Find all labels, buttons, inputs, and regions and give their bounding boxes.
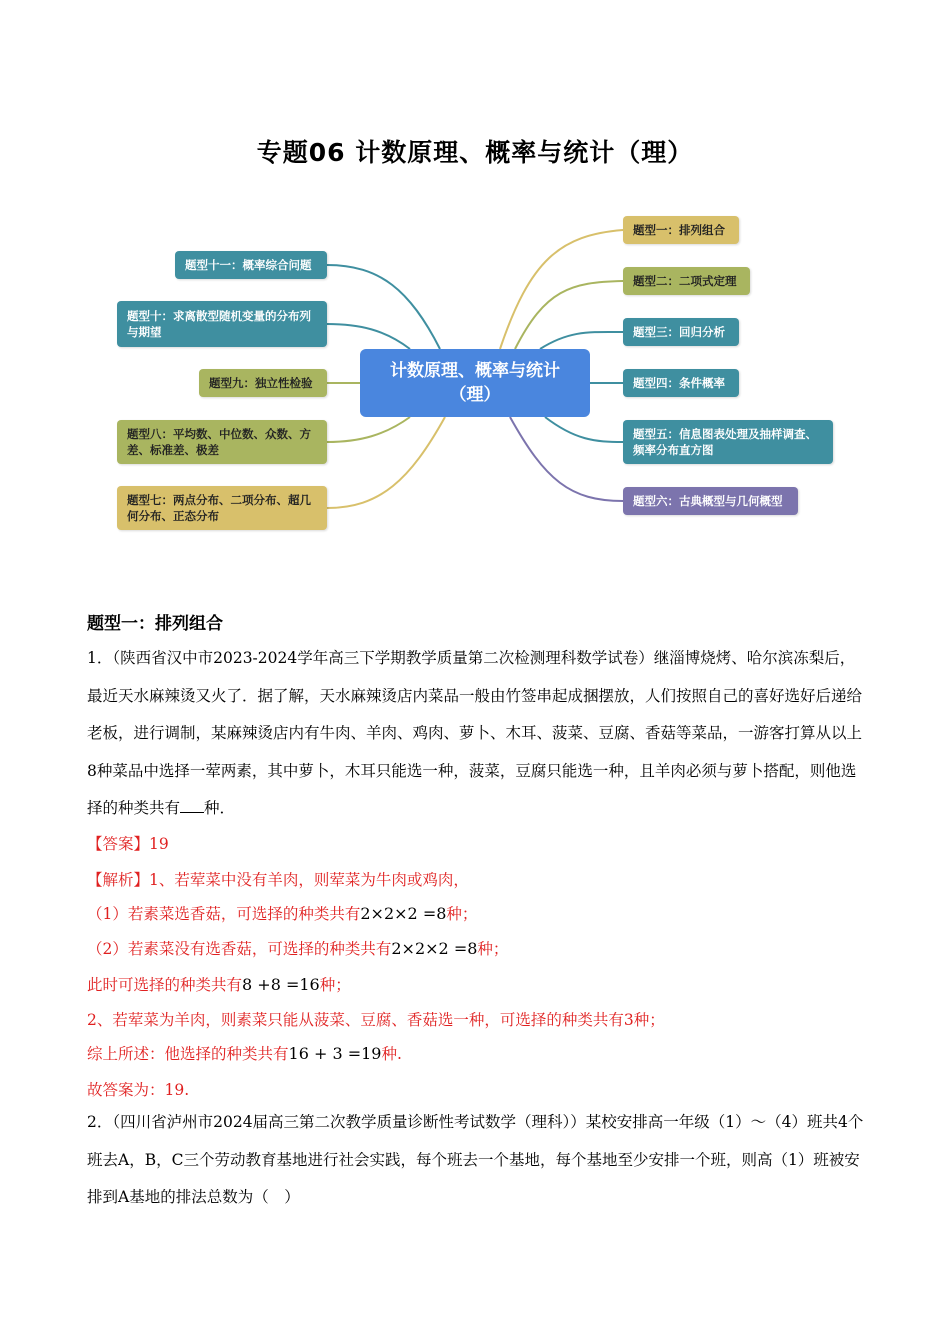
- analysis-text-6: 故答案为：19.: [87, 1081, 190, 1099]
- analysis-text-2a: （1）若素菜选香菇，可选择的种类共有: [87, 905, 361, 923]
- mindmap-center-node: [360, 349, 590, 417]
- mindmap-node-type3: [623, 318, 739, 346]
- analysis-line-2a: [87, 902, 477, 924]
- mindmap-node-type10: [117, 301, 327, 347]
- section-heading: 题型一：排列组合: [87, 614, 223, 634]
- analysis-line-3: [87, 973, 351, 995]
- analysis-text-5: 综上所述：他选择的种类共有: [87, 1045, 289, 1063]
- mindmap-node-type11: [175, 251, 327, 279]
- analysis-text-4: 2、若荤菜为羊肉，则素菜只能从菠菜、豆腐、香菇选一种，可选择的种类共有3种；: [87, 1011, 665, 1029]
- math-expression-2a: 2×2×2 =8: [360, 904, 447, 923]
- node-label: 题型七：两点分布、二项分布、超几何分布、正态分布: [127, 493, 311, 523]
- node-label: 题型十：求离散型随机变量的分布列与期望: [127, 309, 311, 339]
- question-2: [87, 1104, 867, 1217]
- node-label: 题型八：平均数、中位数、众数、方差、标准差、极差: [127, 427, 311, 457]
- mindmap-node-type7: [117, 486, 327, 530]
- analysis-text-2b: （2）若素菜没有选香菇，可选择的种类共有: [87, 940, 392, 958]
- page-title: 专题06 计数原理、概率与统计（理）: [256, 138, 694, 167]
- analysis-line-1: [87, 868, 469, 890]
- question-2-text: 2．（四川省泸州市2024届高三第二次教学质量诊断性考试数学（理科））某校安排高一年级（1）～（4）班共4个班去A，B，C三个劳动教育基地进行社会实践，每个班去一个基地，每个基地至少安排一个班，则高（1）班被安排到A基地的排法总数为（ ）: [87, 1113, 864, 1206]
- answer-line: [87, 832, 169, 854]
- node-label: 题型一：排列组合: [633, 223, 725, 237]
- analysis-end-5: 种.: [381, 1045, 402, 1063]
- analysis-line-5: [87, 1042, 402, 1064]
- analysis-tag: 【解析】: [87, 871, 150, 889]
- mindmap-connectors: [0, 0, 950, 560]
- node-label: 题型六：古典概型与几何概型: [633, 494, 783, 508]
- math-expression-5: 16 + 3 =19: [288, 1044, 382, 1063]
- center-line-2: （理）: [449, 385, 501, 405]
- answer-blank: [180, 798, 204, 813]
- node-label: 题型三：回归分析: [633, 325, 725, 339]
- math-expression-2b: 2×2×2 =8: [391, 939, 478, 958]
- node-label: 题型五：信息图表处理及抽样调查、频率分布直方图: [633, 427, 817, 457]
- analysis-end-3: 种；: [319, 976, 351, 994]
- connector-right-6: [510, 417, 623, 501]
- analysis-text-3: 此时可选择的种类共有: [87, 976, 243, 994]
- connector-left-8: [327, 417, 410, 442]
- analysis-line-2b: [87, 937, 508, 959]
- connector-right-2: [515, 281, 623, 349]
- node-label: 题型九：独立性检验: [209, 376, 313, 390]
- node-label: 题型四：条件概率: [633, 376, 725, 390]
- analysis-text-1: 1、若荤菜中没有羊肉，则荤菜为牛肉或鸡肉，: [149, 871, 469, 889]
- question-1-text: 1．（陕西省汉中市2023-2024学年高三下学期教学质量第二次检测理科数学试卷）继淄博烧烤、哈尔滨冻梨后，最近天水麻辣烫又火了．据了解，天水麻辣烫店内菜品一般由竹签串起成捆摆放，人们按照自己的喜好选好后递给老板，进行调制，某麻辣烫店内有牛肉、羊肉、鸡肉、萝卜、木耳、菠菜、豆腐、香菇等菜品，一游客打算从以上8种菜品中选择一荤两素，其中萝卜，木耳只能选一种，菠菜，豆腐只能选一种，且羊肉必须与萝卜搭配，则他选择的种类共有: [87, 649, 863, 817]
- mindmap-node-type6: [623, 487, 798, 515]
- question-1-end: 种．: [204, 799, 236, 817]
- connector-left-11: [327, 265, 440, 349]
- answer-text: 【答案】19: [87, 835, 169, 853]
- connector-right-5: [545, 417, 623, 442]
- analysis-line-6: [87, 1078, 189, 1100]
- analysis-line-4: [87, 1008, 665, 1030]
- mindmap-node-type8: [117, 420, 327, 464]
- analysis-end-2a: 种；: [446, 905, 478, 923]
- center-line-1: 计数原理、概率与统计: [390, 361, 560, 381]
- connector-left-10: [327, 324, 410, 349]
- analysis-end-2b: 种；: [477, 940, 509, 958]
- mindmap-node-type4: [623, 369, 739, 397]
- question-1: [87, 640, 867, 828]
- node-label: 题型十一：概率综合问题: [185, 258, 312, 272]
- math-expression-3: 8 +8 =16: [242, 975, 320, 994]
- node-label: 题型二：二项式定理: [633, 274, 737, 288]
- mindmap-node-type5: [623, 420, 833, 464]
- mindmap-node-type9: [199, 369, 327, 397]
- mindmap-node-type1: [623, 216, 739, 244]
- mindmap-node-type2: [623, 267, 750, 295]
- connector-right-3: [540, 332, 623, 349]
